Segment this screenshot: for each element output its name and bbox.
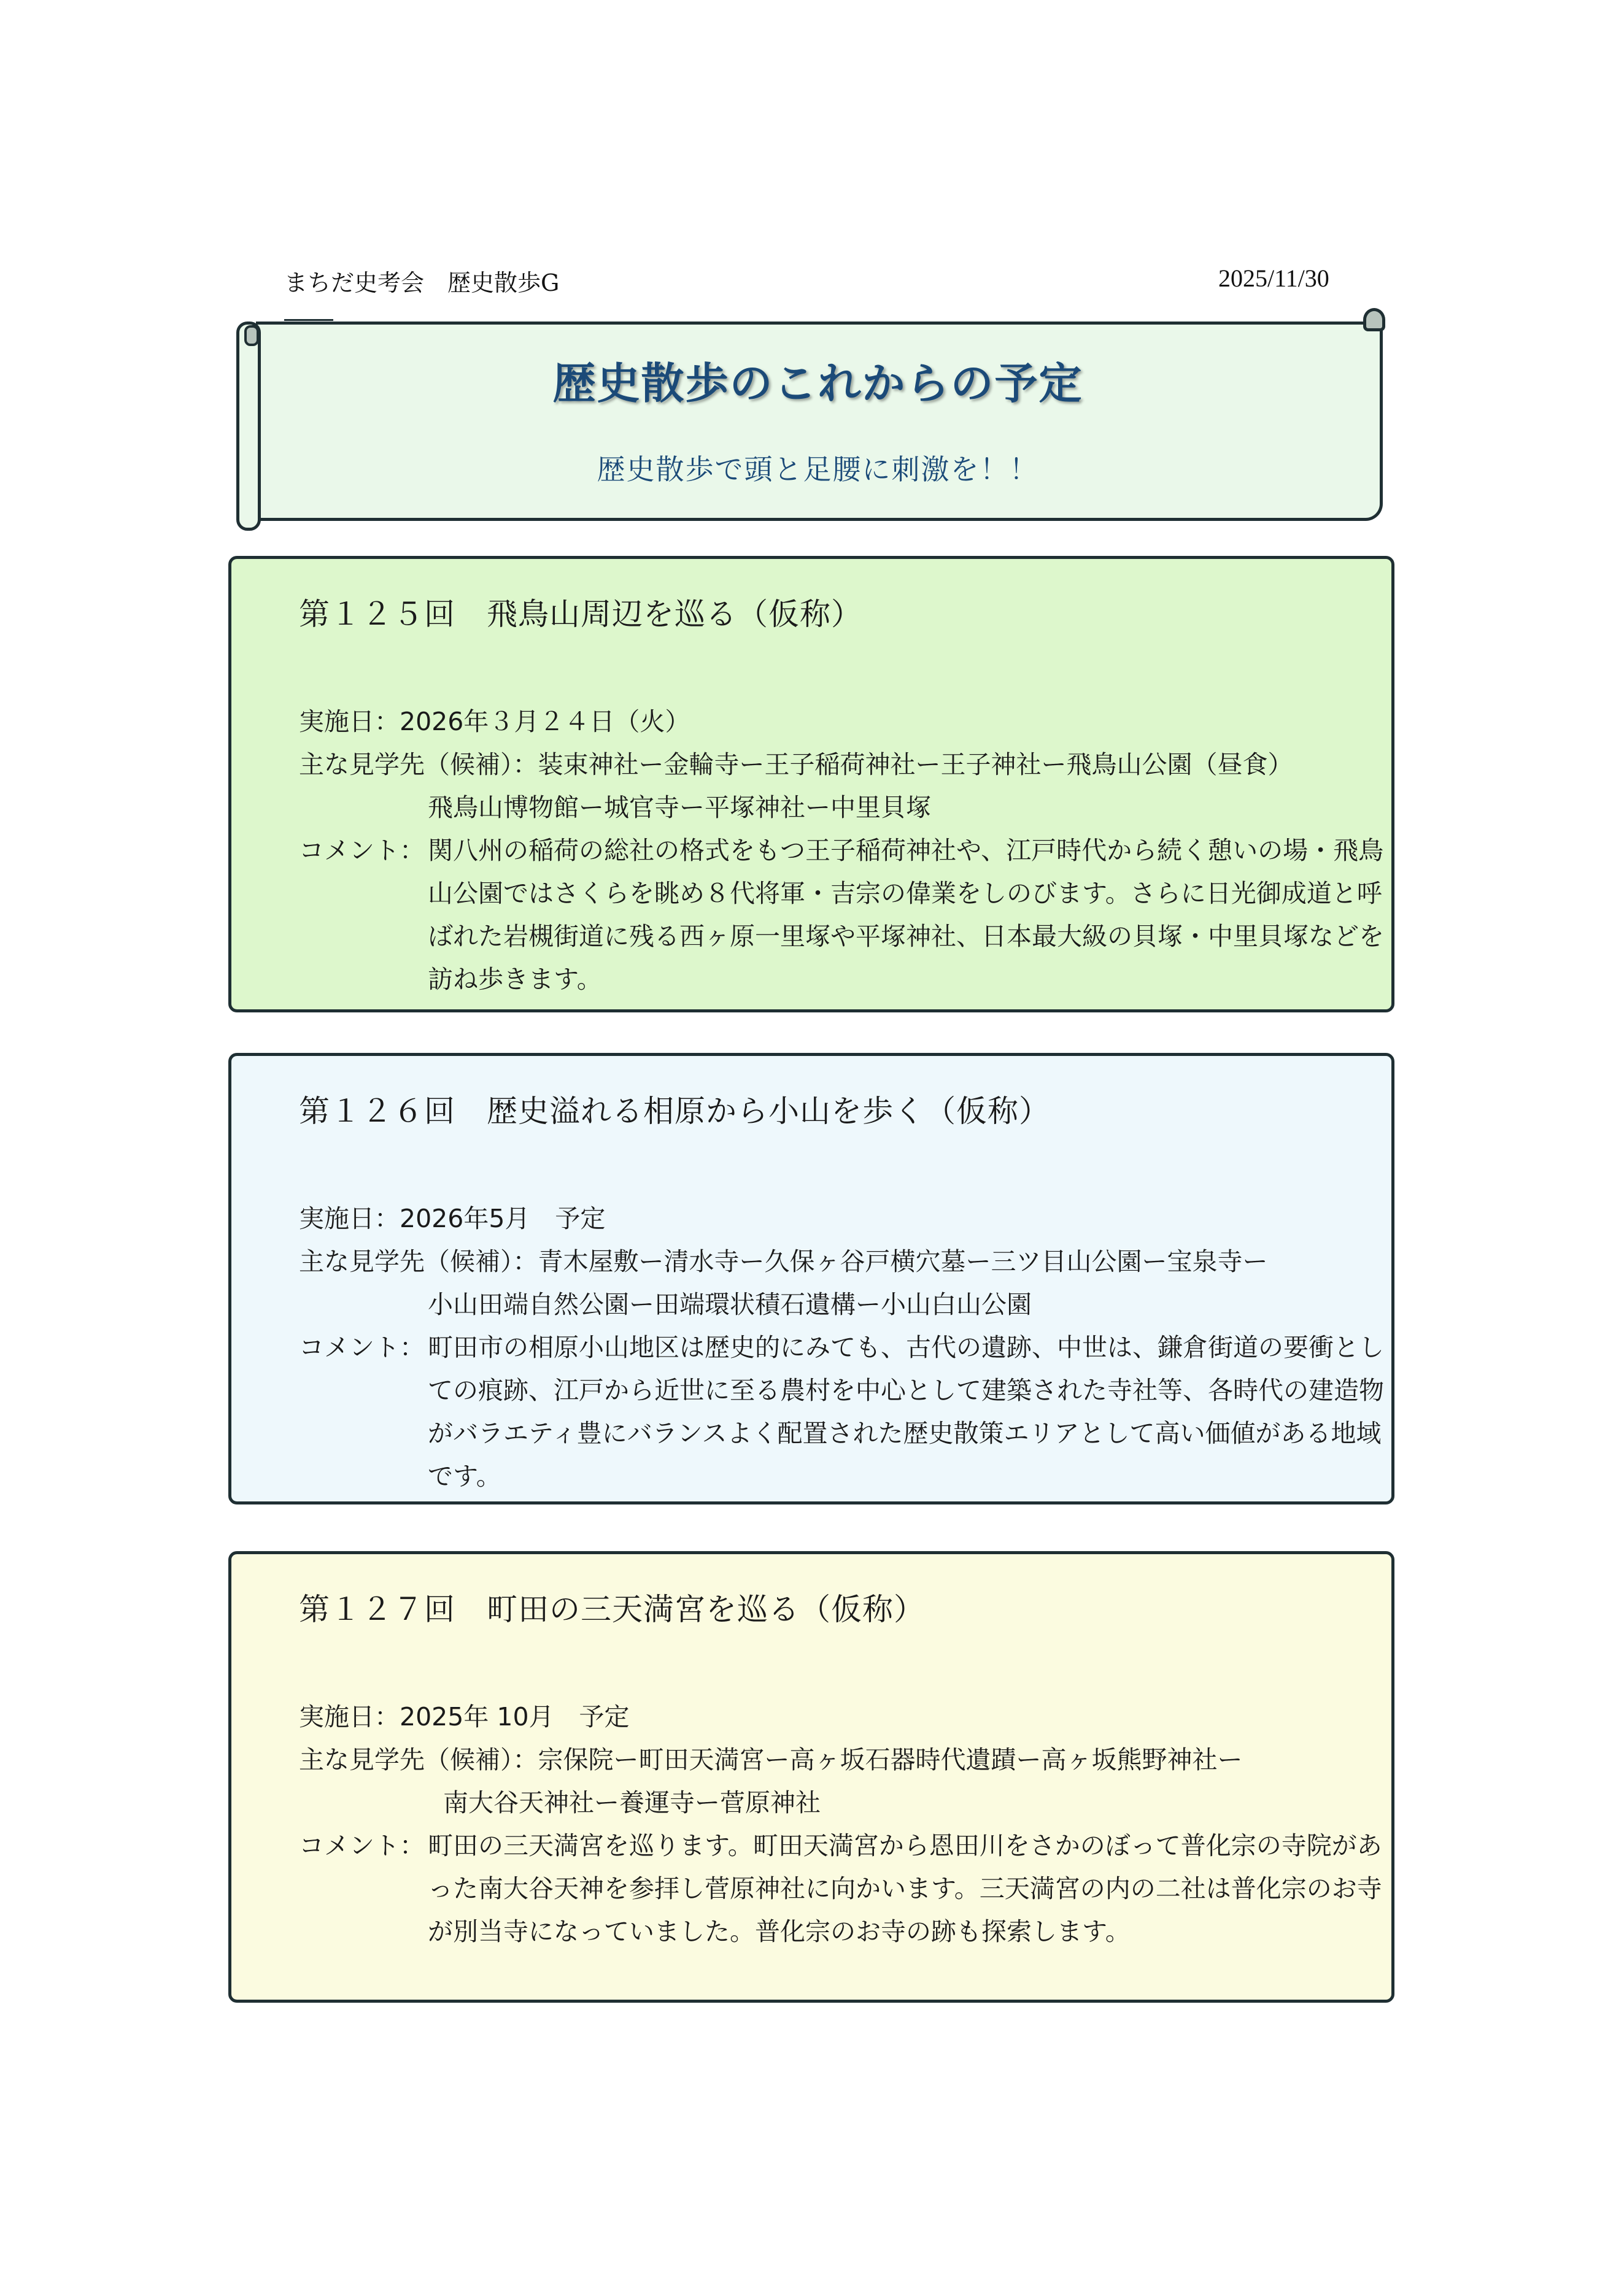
sites-label: 主な見学先（候補）： — [299, 750, 538, 779]
event-date-row — [299, 1695, 630, 1738]
event-comment-row — [299, 1824, 1391, 1953]
page-subtitle: 歴史散歩で頭と足腰に刺激を！！ — [597, 453, 1039, 486]
date-label: 実施日： — [299, 707, 400, 736]
event-sites-line1: 宗保院ー町田天満宮ー高ヶ坂石器時代遺蹟ー高ヶ坂熊野神社ー — [538, 1745, 1243, 1774]
scroll-roll-left-icon — [236, 322, 261, 531]
event-title: 第１２５回 飛鳥山周辺を巡る（仮称） — [299, 596, 862, 632]
document-date: 2025/11/30 — [1218, 264, 1329, 292]
date-label: 実施日： — [299, 1204, 400, 1233]
event-sites-row — [299, 1738, 1243, 1781]
event-comment: 町田市の相原小山地区は歴史的にみても、古代の遺跡、中世は、鎌倉街道の要衝としての痕跡、江戸から近世に至る農村を中心として建築された寺社等、各時代の建造物がバラエティ豊にバランスよく配置された歴史散策エリアとして高い価値がある地域です。 — [428, 1333, 1384, 1491]
event-comment-row — [299, 1326, 1391, 1498]
event-sites-line1: 装束神社ー金輪寺ー王子稲荷神社ー王子神社ー飛鳥山公園（昼食） — [538, 750, 1293, 779]
date-label: 実施日： — [299, 1702, 400, 1732]
comment-label: コメント： — [299, 1831, 425, 1860]
event-sites-line2: 南大谷天神社ー養運寺ー菅原神社 — [443, 1788, 821, 1817]
scroll-curl-right-icon — [1363, 308, 1385, 331]
event-date-row — [299, 700, 690, 743]
event-date: 2026年5月 予定 — [400, 1204, 606, 1233]
event-title: 第１２７回 町田の三天満宮を巡る（仮称） — [299, 1592, 925, 1627]
title-scroll-banner — [236, 319, 1390, 531]
event-sites-row — [299, 743, 1293, 786]
event-comment-row — [299, 829, 1391, 1001]
event-sites-row — [299, 1240, 1268, 1283]
event-date: 2025年 10月 予定 — [400, 1702, 630, 1732]
comment-label: コメント： — [299, 1333, 425, 1362]
event-sites-line2: 飛鳥山博物館ー城官寺ー平塚神社ー中里貝塚 — [428, 793, 931, 822]
event-comment: 町田の三天満宮を巡ります。町田天満宮から恩田川をさかのぼって普化宗の寺院があった南大谷天神を参拝し菅原神社に向かいます。三天満宮の内の二社は普化宗のお寺が別当寺になっていました。普化宗のお寺の跡も探索します。 — [428, 1831, 1382, 1946]
banner-body — [256, 322, 1383, 521]
sites-label: 主な見学先（候補）： — [299, 1745, 538, 1774]
event-comment: 関八州の稲荷の総社の格式をもつ王子稲荷神社や、江戸時代から続く憩いの場・飛鳥山公園ではさくらを眺め８代将軍・吉宗の偉業をしのびます。さらに日光御成道と呼ばれた岩槻街道に残る西ヶ原一里塚や平塚神社、日本最大級の貝塚・中里貝塚などを訪ね歩きます。 — [428, 836, 1384, 994]
sites-label: 主な見学先（候補）： — [299, 1247, 538, 1276]
event-sites-line2: 小山田端自然公園ー田端環状積石遺構ー小山白山公園 — [428, 1290, 1032, 1319]
event-date: 2026年３月２４日（火） — [400, 707, 690, 736]
page-title: 歴史散歩のこれからの予定 — [552, 358, 1083, 409]
event-card-125 — [228, 556, 1394, 1012]
event-date-row — [299, 1197, 605, 1240]
event-card-127 — [228, 1551, 1394, 2003]
organization-name: まちだ史考会 歴史散歩G — [284, 269, 560, 296]
event-card-126 — [228, 1053, 1394, 1504]
scroll-curl-left-icon — [244, 325, 259, 346]
comment-label: コメント： — [299, 836, 425, 865]
event-sites-line1: 青木屋敷ー清水寺ー久保ヶ谷戸横穴墓ー三ツ目山公園ー宝泉寺ー — [538, 1247, 1268, 1276]
event-title: 第１２６回 歴史溢れる相原から小山を歩く（仮称） — [299, 1093, 1050, 1129]
